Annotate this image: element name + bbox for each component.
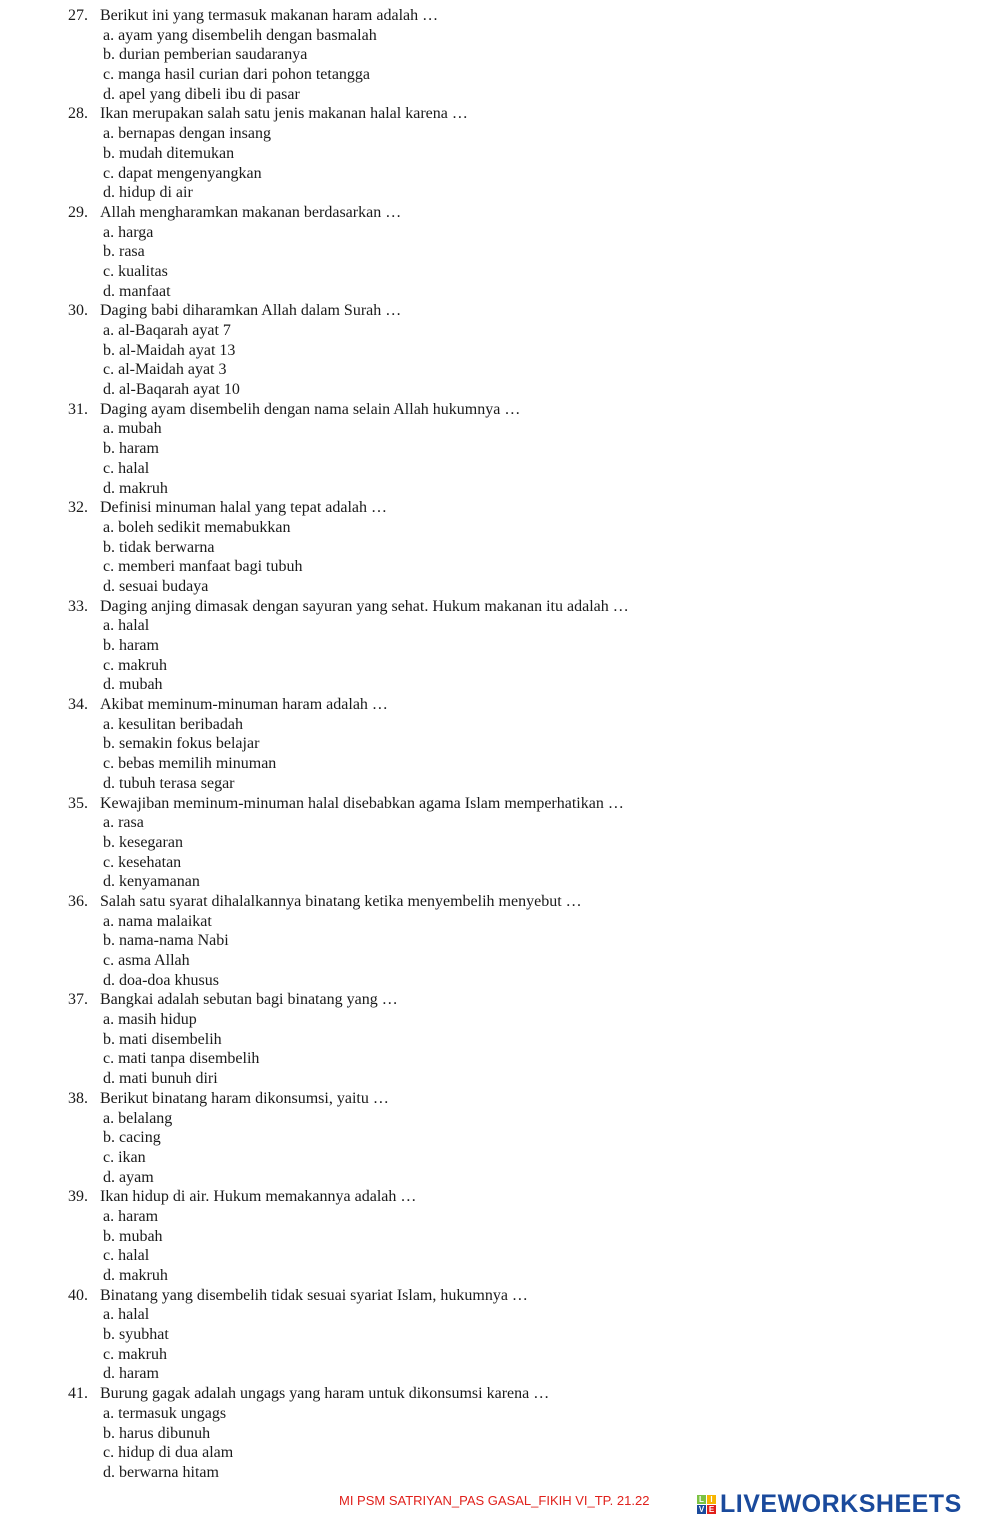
answer-option: b. nama-nama Nabi [103, 932, 229, 950]
answer-option: b. harus dibunuh [103, 1424, 211, 1442]
answer-option: d. mubah [103, 676, 163, 694]
question-line [68, 1384, 968, 1404]
question-number: 38. [68, 1089, 88, 1107]
question-number: 32. [68, 499, 88, 517]
question-number: 30. [68, 302, 88, 320]
question-line [68, 104, 968, 124]
answer-option: b. durian pemberian saudaranya [103, 46, 308, 64]
answer-option: b. semakin fokus belajar [103, 735, 260, 753]
question-text: Daging anjing dimasak dengan sayuran yang sehat. Hukum makanan itu adalah … [100, 597, 629, 615]
answer-option: d. makruh [103, 1267, 168, 1284]
answer-option: a. masih hidup [103, 1011, 197, 1029]
answer-option: d. tubuh terasa segar [103, 774, 235, 792]
answer-option: a. kesulitan beribadah [103, 715, 243, 733]
answer-option: b. mudah ditemukan [103, 144, 235, 162]
answer-option: d. makruh [103, 479, 168, 497]
question-item [68, 1286, 968, 1384]
answer-option: c. halal [103, 1247, 150, 1265]
answer-option: a. haram [103, 1207, 159, 1225]
answer-option: d. manfaat [103, 282, 171, 300]
question-item [68, 695, 968, 793]
question-item [68, 990, 968, 1088]
logo-mark-letter-l: L [697, 1495, 706, 1504]
question-line [68, 400, 968, 420]
answer-option: c. al-Maidah ayat 3 [103, 361, 227, 379]
answer-option: d. hidup di air [103, 184, 193, 202]
question-line [68, 990, 968, 1010]
answer-option: d. kenyamanan [103, 873, 200, 891]
footer-school-text: MI PSM SATRIYAN_PAS GASAL_FIKIH VI_TP. 21.22 [339, 1493, 650, 1508]
answer-option: b. mati disembelih [103, 1030, 222, 1048]
answer-option: c. kualitas [103, 262, 168, 280]
answer-option: d. sesuai budaya [103, 577, 209, 595]
question-text: Burung gagak adalah ungags yang haram untuk dikonsumsi karena … [100, 1385, 550, 1403]
answer-option: a. al-Baqarah ayat 7 [103, 322, 231, 339]
question-text: Berikut binatang haram dikonsumsi, yaitu … [100, 1089, 389, 1107]
question-number: 27. [68, 7, 88, 24]
question-line [68, 203, 968, 223]
answer-option: a. belalang [103, 1109, 173, 1127]
answer-option: d. berwarna hitam [103, 1463, 219, 1481]
answer-option: d. al-Baqarah ayat 10 [103, 381, 240, 399]
question-text: Definisi minuman halal yang tepat adalah … [100, 499, 388, 517]
question-number: 33. [68, 597, 88, 615]
question-number: 36. [68, 892, 88, 910]
question-list [68, 6, 968, 1483]
question-item [68, 6, 968, 104]
liveworksheets-logo [697, 1489, 962, 1519]
answer-option: a. termasuk ungags [103, 1404, 227, 1422]
question-text: Daging babi diharamkan Allah dalam Surah … [100, 302, 402, 320]
question-line [68, 301, 968, 321]
answer-option: b. haram [103, 637, 159, 654]
question-item [68, 301, 968, 399]
answer-option: b. tidak berwarna [103, 538, 215, 556]
question-item [68, 203, 968, 301]
answer-option: b. al-Maidah ayat 13 [103, 341, 236, 359]
question-number: 29. [68, 203, 88, 221]
answer-option: a. ayam yang disembelih dengan basmalah [103, 26, 377, 44]
answer-option: b. haram [103, 440, 159, 458]
question-text: Berikut ini yang termasuk makanan haram adalah … [100, 7, 439, 24]
question-line [68, 597, 968, 617]
answer-option: c. asma Allah [103, 952, 190, 969]
question-item [68, 892, 968, 990]
logo-mark-letter-v: V [698, 1504, 705, 1514]
answer-option: b. syubhat [103, 1326, 169, 1344]
answer-option: b. rasa [103, 243, 145, 261]
question-line [68, 1286, 968, 1306]
question-line [68, 1089, 968, 1109]
question-item [68, 1089, 968, 1187]
answer-option: a. harga [103, 223, 154, 241]
liveworksheets-logo-text: LIVEWORKSHEETS [720, 1489, 962, 1518]
question-text: Akibat meminum-minuman haram adalah … [100, 696, 388, 714]
question-line [68, 498, 968, 518]
answer-option: a. rasa [103, 814, 144, 832]
question-number: 35. [68, 794, 88, 812]
question-item [68, 597, 968, 695]
question-item [68, 1187, 968, 1285]
question-item [68, 794, 968, 892]
question-line [68, 794, 968, 814]
question-line [68, 6, 968, 26]
question-text: Salah satu syarat dihalalkannya binatang ketika menyembelih menyebut … [100, 892, 582, 910]
logo-mark-letter-e: E [708, 1504, 715, 1514]
liveworksheets-logo-icon [697, 1495, 716, 1514]
answer-option: b. kesegaran [103, 833, 183, 851]
answer-option: c. makruh [103, 656, 167, 674]
question-line [68, 695, 968, 715]
question-text: Ikan merupakan salah satu jenis makanan halal karena … [100, 105, 468, 123]
answer-option: c. manga hasil curian dari pohon tetangga [103, 66, 371, 84]
question-line [68, 892, 968, 912]
answer-option: c. halal [103, 459, 150, 477]
answer-option: d. apel yang dibeli ibu di pasar [103, 85, 300, 103]
answer-option: d. ayam [103, 1168, 154, 1186]
question-number: 28. [68, 105, 88, 123]
question-number: 34. [68, 696, 88, 714]
answer-option: a. bernapas dengan insang [103, 125, 271, 143]
answer-option: d. haram [103, 1365, 159, 1383]
question-number: 41. [68, 1385, 88, 1403]
question-text: Allah mengharamkan makanan berdasarkan … [100, 203, 402, 221]
question-text: Bangkai adalah sebutan bagi binatang yang … [100, 991, 398, 1009]
page-footer [0, 1485, 1000, 1525]
question-text: Daging ayam disembelih dengan nama selain Allah hukumnya … [100, 400, 521, 418]
answer-option: a. halal [103, 1306, 150, 1324]
answer-option: c. bebas memilih minuman [103, 755, 277, 773]
answer-option: b. mubah [103, 1227, 163, 1245]
question-item [68, 400, 968, 498]
question-text: Kewajiban meminum-minuman halal disebabkan agama Islam memperhatikan … [100, 794, 624, 812]
answer-option: c. memberi manfaat bagi tubuh [103, 558, 303, 576]
question-item [68, 498, 968, 596]
answer-option: a. nama malaikat [103, 912, 212, 930]
question-line [68, 1187, 968, 1207]
answer-option: c. ikan [103, 1148, 146, 1166]
answer-option: a. boleh sedikit memabukkan [103, 518, 291, 536]
answer-option: a. halal [103, 617, 150, 635]
answer-option: c. dapat mengenyangkan [103, 164, 262, 182]
answer-option: d. doa-doa khusus [103, 971, 219, 989]
question-text: Binatang yang disembelih tidak sesuai syariat Islam, hukumnya … [100, 1286, 528, 1304]
question-item [68, 1384, 968, 1482]
question-number: 31. [68, 400, 88, 418]
answer-option: a. mubah [103, 420, 162, 438]
question-number: 40. [68, 1286, 88, 1304]
question-number: 37. [68, 991, 88, 1009]
answer-option: c. kesehatan [103, 853, 182, 871]
question-text: Ikan hidup di air. Hukum memakannya adalah … [100, 1188, 417, 1206]
question-item [68, 104, 968, 202]
question-number: 39. [68, 1188, 88, 1206]
answer-option: b. cacing [103, 1129, 161, 1147]
logo-mark-letter-i: I [707, 1495, 716, 1504]
answer-option: c. makruh [103, 1345, 167, 1363]
answer-option: c. mati tanpa disembelih [103, 1050, 260, 1068]
answer-option: d. mati bunuh diri [103, 1070, 218, 1088]
answer-option: c. hidup di dua alam [103, 1444, 234, 1462]
